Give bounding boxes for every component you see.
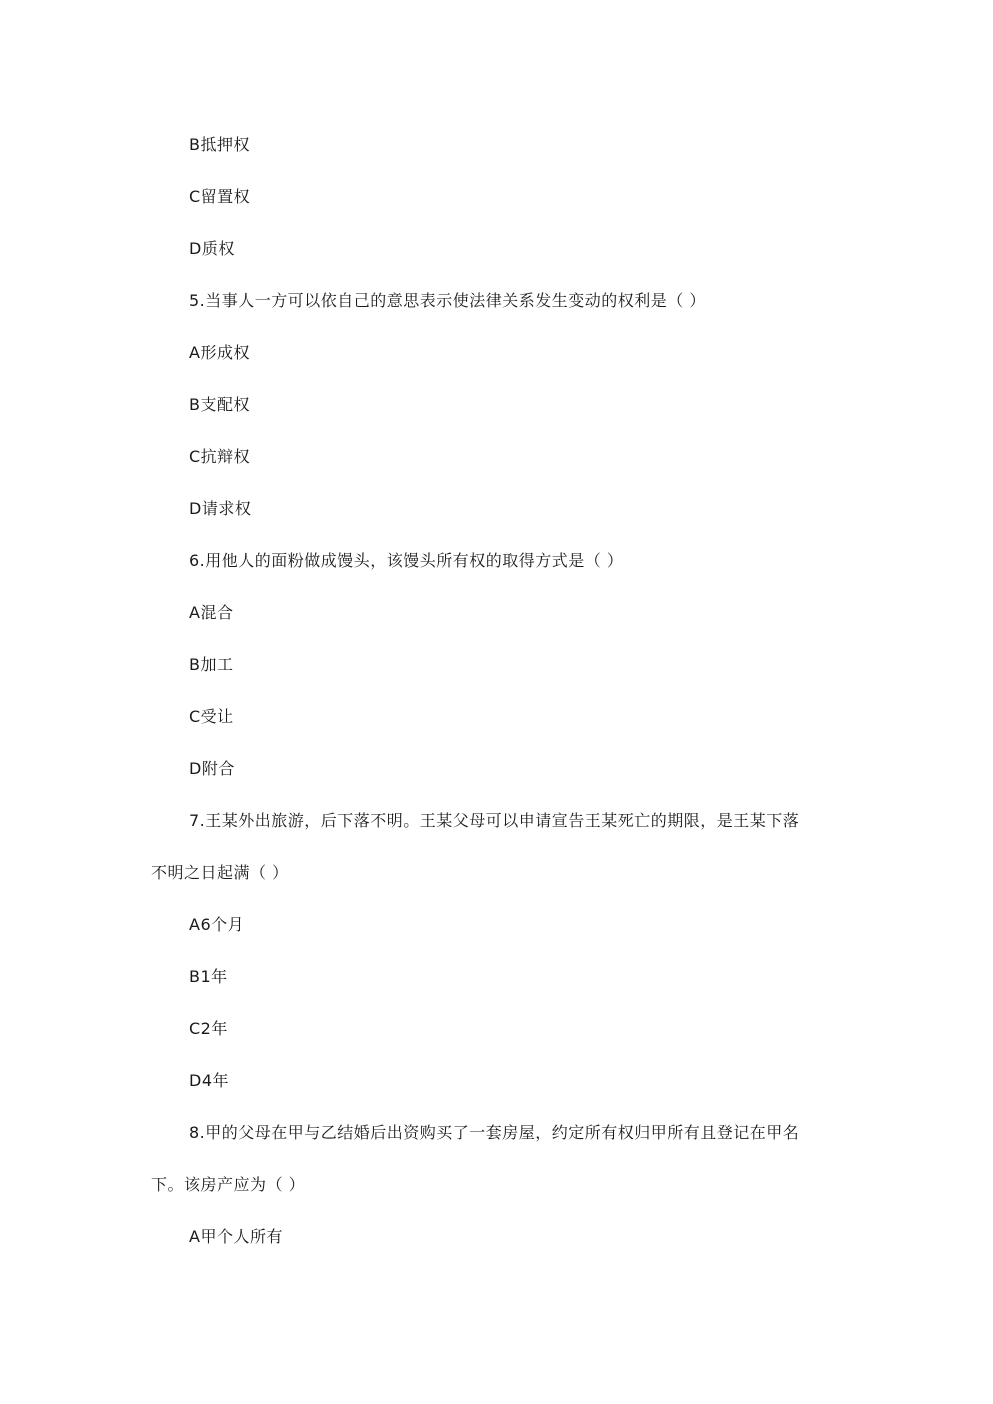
option-a-6-months: A6个月: [189, 915, 245, 934]
option-c-2-years: C2年: [189, 1019, 228, 1038]
question-7: 7.王某外出旅游，后下落不明。王某父母可以申请宣告王某死亡的期限，是王某下落: [189, 811, 800, 830]
option-d-pledge: D质权: [189, 239, 235, 258]
option-a-formation: A形成权: [189, 343, 250, 362]
question-5: 5.当事人一方可以依自己的意思表示使法律关系发生变动的权利是（ ）: [189, 291, 706, 310]
option-b-processing: B加工: [189, 655, 234, 674]
question-8-continued: 下。该房产应为（ ）: [151, 1175, 306, 1194]
option-c-transfer: C受让: [189, 707, 234, 726]
question-7-continued: 不明之日起满（ ）: [151, 863, 289, 882]
question-6: 6.用他人的面粉做成馒头，该馒头所有权的取得方式是（ ）: [189, 551, 624, 570]
option-c-defense: C抗辩权: [189, 447, 251, 466]
option-a-sole-ownership: A甲个人所有: [189, 1227, 283, 1246]
option-b-1-year: B1年: [189, 967, 228, 986]
option-b-dominion: B支配权: [189, 395, 250, 414]
option-d-claim: D请求权: [189, 499, 252, 518]
option-d-4-years: D4年: [189, 1071, 230, 1090]
question-8: 8.甲的父母在甲与乙结婚后出资购买了一套房屋，约定所有权归甲所有且登记在甲名: [189, 1123, 800, 1142]
option-a-mixing: A混合: [189, 603, 234, 622]
option-d-accession: D附合: [189, 759, 235, 778]
option-b-mortgage: B抵押权: [189, 135, 250, 154]
option-c-lien: C留置权: [189, 187, 251, 206]
